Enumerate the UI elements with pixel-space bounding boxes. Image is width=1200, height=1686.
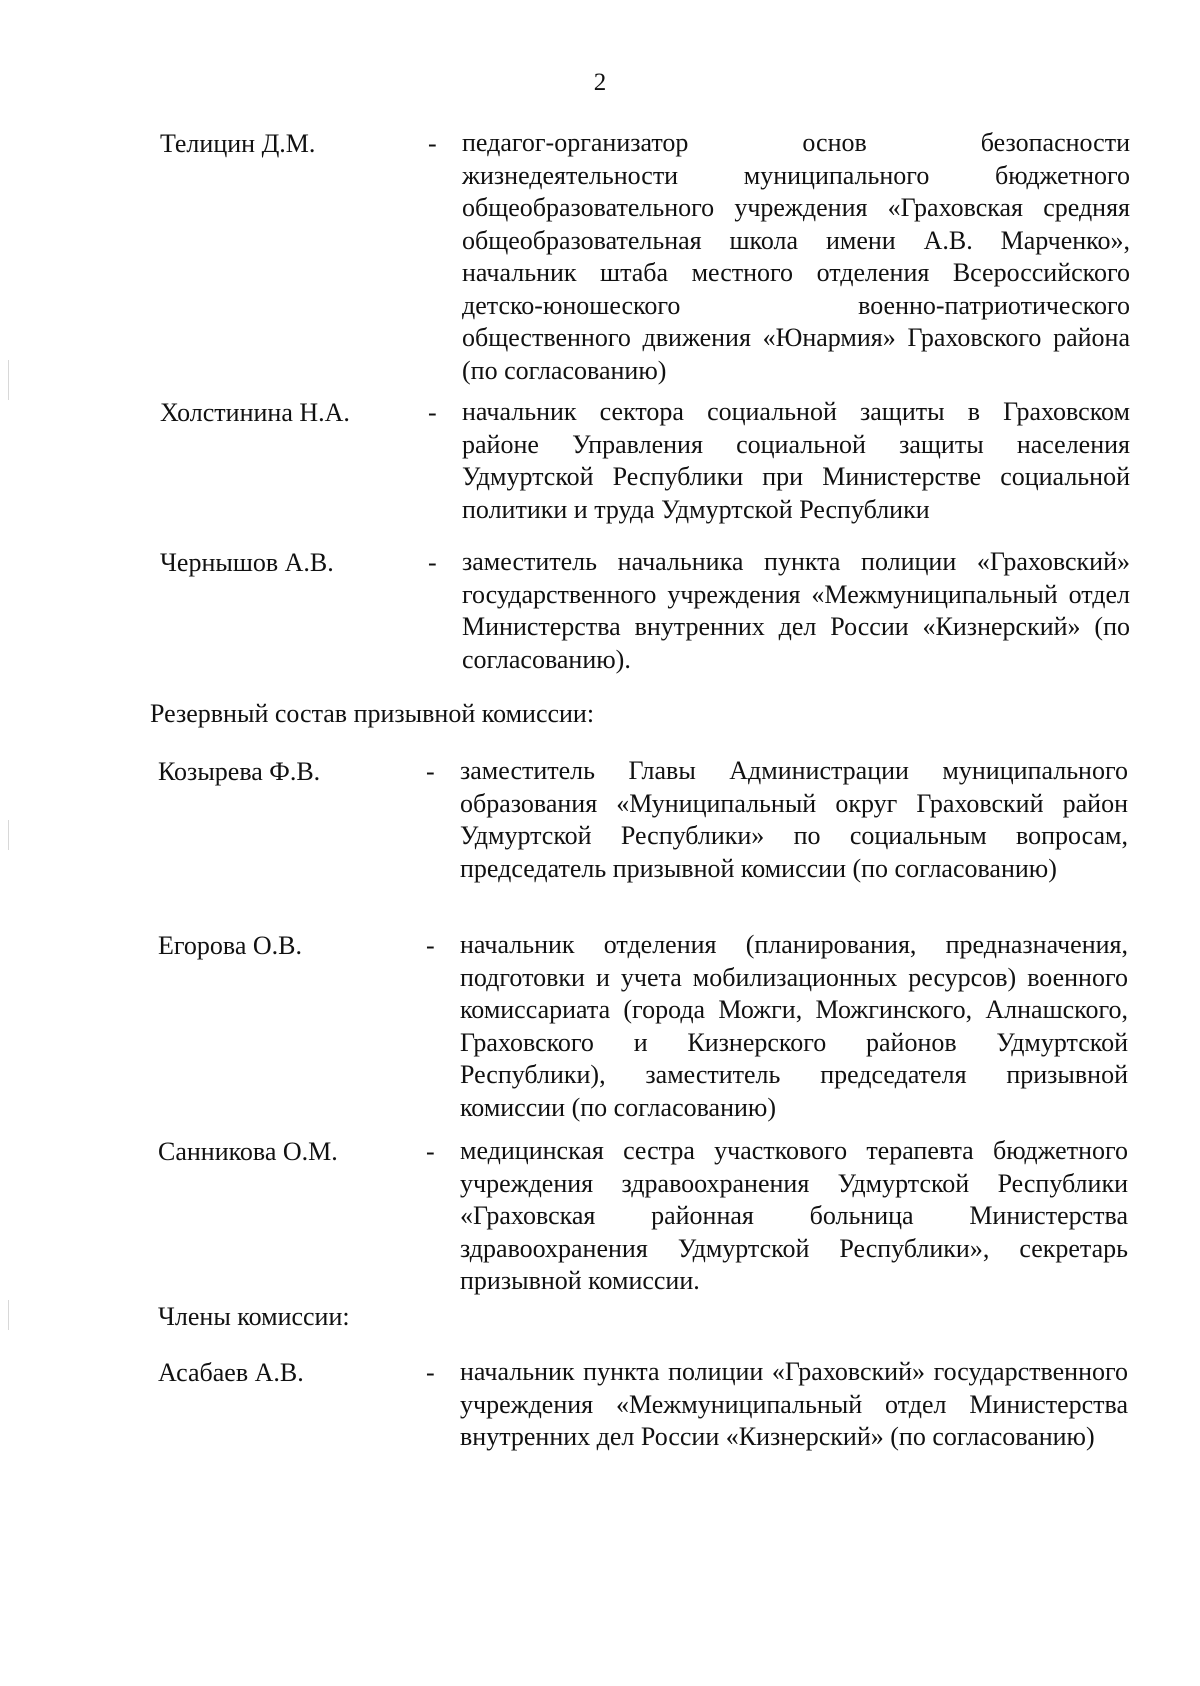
- member-name: Егорова О.В.: [158, 931, 302, 960]
- scan-artifact: [8, 360, 9, 400]
- member-description: начальник отделения (планирования, предназначения, подготовки и учета мобилизационных ресурсов) военного комиссариата (города Можги, Можгинского, Алнашского, Граховского и Кизнерского районов Удмуртской Республики), заместитель председателя призывной комиссии (по согласованию): [460, 930, 1128, 1122]
- entry-dash: -: [428, 548, 437, 577]
- member-description: педагог-организатор основ безопасности жизнедеятельности муниципального бюджетного общеобразовательного учреждения «Граховская средняя общеобразовательная школа имени А.В. Марченко», начальник штаба местного отделения Всероссийского детско-юношеского военно-патриотического общественного движения «Юнармия» Граховского района (по согласованию): [462, 128, 1130, 385]
- member-name: Телицин Д.М.: [160, 129, 316, 158]
- member-description: начальник пункта полиции «Граховский» государственного учреждения «Межмуниципальный отдел Министерства внутренних дел России «Кизнерский» (по согласованию): [460, 1357, 1128, 1451]
- scan-artifact: [8, 820, 9, 850]
- member-name: Козырева Ф.В.: [158, 757, 321, 786]
- member-name: Чернышов А.В.: [160, 548, 334, 577]
- member-description: заместитель Главы Администрации муниципального образования «Муниципальный округ Граховский район Удмуртской Республики» по социальным вопросам, председатель призывной комиссии (по согласованию): [460, 756, 1128, 883]
- page-number: 2: [593, 69, 607, 96]
- entry-dash: -: [428, 398, 437, 427]
- entry-dash: -: [426, 757, 435, 786]
- members-heading: Члены комиссии:: [158, 1302, 350, 1331]
- entry-dash: -: [426, 931, 435, 960]
- entry-dash: -: [426, 1137, 435, 1166]
- member-description: медицинская сестра участкового терапевта бюджетного учреждения здравоохранения Удмуртской Республики «Граховская районная больница Министерства здравоохранения Удмуртской Республики», секретарь призывной комиссии.: [460, 1136, 1128, 1295]
- entry-dash: -: [426, 1358, 435, 1387]
- member-name: Асабаев А.В.: [158, 1358, 304, 1387]
- member-name: Санникова О.М.: [158, 1137, 338, 1166]
- scan-artifact: [8, 1300, 9, 1330]
- member-description: заместитель начальника пункта полиции «Граховский» государственного учреждения «Межмуниципальный отдел Министерства внутренних дел России «Кизнерский» (по согласованию).: [462, 547, 1130, 674]
- reserve-heading: Резервный состав призывной комиссии:: [150, 699, 595, 728]
- entry-dash: -: [428, 129, 437, 158]
- member-description: начальник сектора социальной защиты в Граховском районе Управления социальной защиты населения Удмуртской Республики при Министерстве социальной политики и труда Удмуртской Республики: [462, 397, 1130, 524]
- member-name: Холстинина Н.А.: [160, 398, 350, 427]
